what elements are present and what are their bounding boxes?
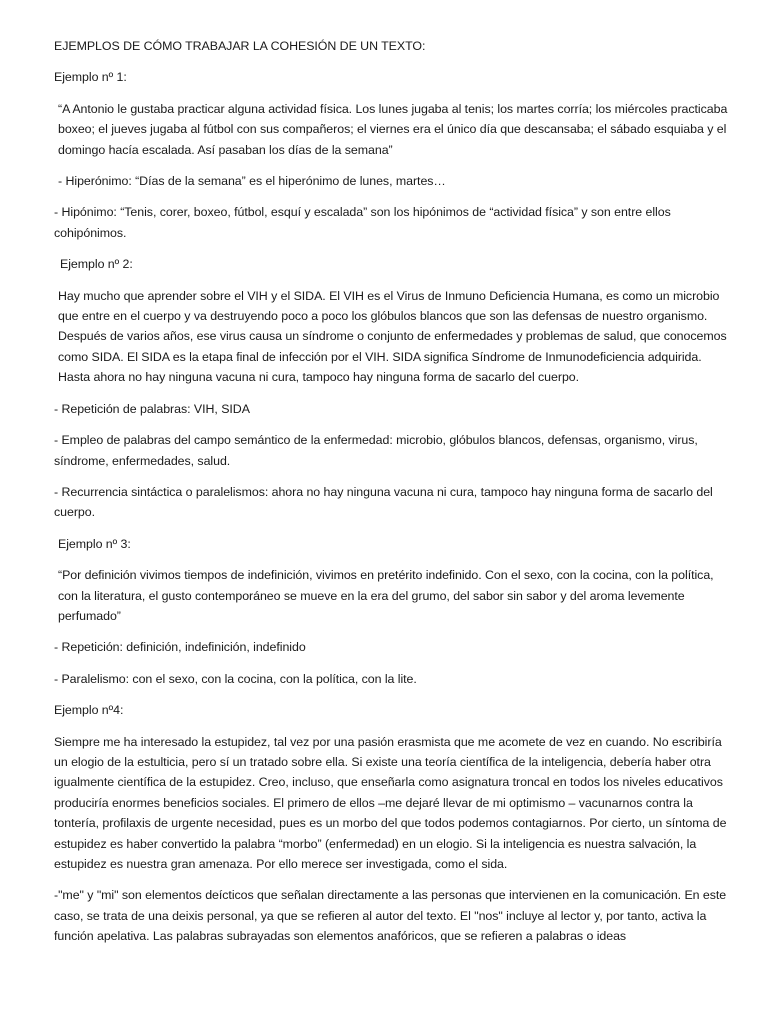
example-3-heading: Ejemplo nº 3: (58, 536, 131, 551)
example-2-note-parallelism: - Recurrencia sintáctica o paralelismos: ahora no hay ninguna vacuna ni cura, tampoco hay ninguna forma de sacarlo del cuerpo. (54, 484, 713, 520)
example-2-note-repetition: - Repetición de palabras: VIH, SIDA (54, 401, 250, 416)
document-title: EJEMPLOS DE CÓMO TRABAJAR LA COHESIÓN DE UN TEXTO: (54, 39, 426, 53)
example-1-note-hyperonym: - Hiperónimo: “Días de la semana” es el hiperónimo de lunes, martes… (58, 174, 446, 189)
example-1-heading: Ejemplo nº 1: (54, 70, 127, 85)
example-3-text: “Por definición vivimos tiempos de indefinición, vivimos en pretérito indefinido. Con el sexo, con la cocina, con la política, con la literatura, el gusto contemporáneo se mueve en la era del grumo, del sabor sin sabor y del aroma levemente perfumado” (58, 568, 714, 623)
document-body (54, 36, 729, 958)
example-4-text: Siempre me ha interesado la estupidez, tal vez por una pasión erasmista que me acomete de vez en cuando. No escribiría un elogio de la estulticia, pero sí un tratado sobre ella. Si existe una teoría científica de la inteligencia, debería haber otra igualmente científica de la estupidez. Creo, incluso, que enseñarla como asignatura troncal en todos los niveles educativos produciría enormes beneficios sociales. El primero de ellos –me dejaré llevar de mi optimismo – vacunarnos contra la tontería, profilaxis de urgente necesidad, pues es un morbo del que todos podemos contagiarnos. Por cierto, un síntoma de estupidez es haber convertido la palabra “morbo” (enfermedad) en un elogio. Si la inteligencia es nuestra salvación, la estupidez es nuestra gran amenaza. Por ello merece ser investigada, como el sida. (54, 734, 727, 871)
example-2-note-semantic-field: - Empleo de palabras del campo semántico de la enfermedad: microbio, glóbulos blancos, defensas, organismo, virus, síndrome, enfermedades, salud. (54, 433, 698, 468)
example-1-note-hyponym: - Hipónimo: “Tenis, corer, boxeo, fútbol, esquí y escalada” son los hipónimos de “actividad física” y son entre ellos cohipónimos. (54, 205, 671, 240)
example-1-text: “A Antonio le gustaba practicar alguna actividad física. Los lunes jugaba al tenis; los martes corría; los miércoles practicaba boxeo; el jueves jugaba al fútbol con sus compañeros; el viernes era el único día que descansaba; el sábado esquiaba y el domingo hacía escalada. Así pasaban los días de la semana” (58, 101, 728, 157)
example-2-text: Hay mucho que aprender sobre el VIH y el SIDA. El VIH es el Virus de Inmuno Deficiencia Humana, es como un microbio que entre en el cuerpo y va destruyendo poco a poco los glóbulos blancos que son las defensas de nuestro organismo. Después de varios años, ese virus causa un síndrome o conjunto de enfermedades y problemas de salud, que conocemos como SIDA. El SIDA es la etapa final de infección por el VIH. SIDA significa Síndrome de Inmunodeficiencia adquirida. Hasta ahora no hay ninguna vacuna ni cura, tampoco hay ninguna forma de sacarlo del cuerpo. (58, 288, 727, 385)
example-4-note-deixis: -"me" y "mi" son elementos deícticos que señalan directamente a las personas que intervienen en la comunicación. En este caso, se trata de una deixis personal, ya que se refieren al autor del texto. El "nos" incluye al lector y, por tanto, activa la función apelativa. Las palabras subrayadas son elementos anafóricos, que se refieren a palabras o ideas (54, 888, 727, 944)
example-2-heading: Ejemplo nº 2: (60, 257, 133, 272)
example-3-note-repetition: - Repetición: definición, indefinición, indefinido (54, 640, 306, 655)
example-3-note-parallelism: - Paralelismo: con el sexo, con la cocina, con la política, con la lite. (54, 671, 417, 686)
example-4-heading: Ejemplo nº4: (54, 703, 124, 718)
